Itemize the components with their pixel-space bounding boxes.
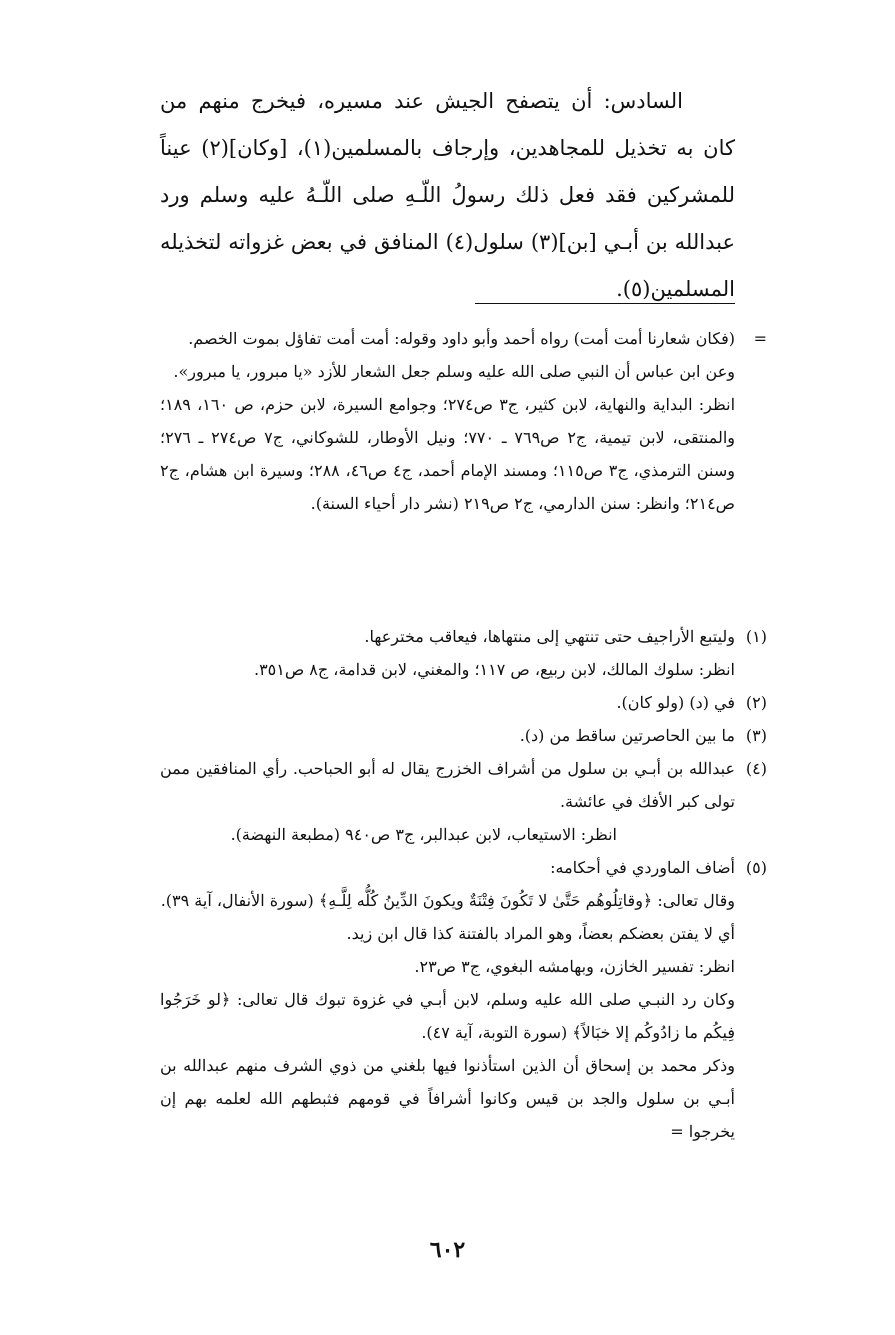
footnote-continuation: [160, 322, 767, 520]
footnote-2: [160, 686, 767, 719]
footnote-line: أي لا يفتن بعضكم بعضاً، وهو المراد بالفتنة كذا قال ابن زيد.: [346, 924, 735, 943]
footnote-line: وقال تعالى: ﴿وقاتِلُوهُم حَتَّىٰ لا تَكُونَ فِتْنَةٌ ويكونَ الدِّينُ كُلُّه لِلَّـهِ﴾ (سورة الأنفال، آية ٣٩).: [160, 891, 735, 910]
footnote-1: [160, 620, 767, 686]
footnote-number: (٤): [745, 759, 767, 778]
continuation-mark: =: [753, 329, 767, 348]
footnote-3: [160, 719, 767, 752]
footnote-line: أضاف الماوردي في أحكامه:: [550, 858, 735, 877]
footnote-line: انظر: سلوك المالك، لابن ربيع، ص ١١٧؛ والمغني، لابن قدامة، ج٨ ص٣٥١.: [253, 660, 735, 679]
footnote-number: (٣): [745, 726, 767, 745]
page-number: ٦٠٢: [429, 1237, 466, 1263]
footnote-line: وكان رد النبـي صلى الله عليه وسلم، لابن أبـي في غزوة تبوك قال تعالى: ﴿لو خَرَجُوا فِيكُم ما زادُوكُم إلا خبَالاً﴾ (سورة التوبة، آية ٤٧).: [160, 990, 735, 1042]
footnote-line: في (د) (ولو كان).: [616, 693, 735, 712]
footnote-line: عبدالله بن أبـي بن سلول من أشراف الخزرج يقال له أبو الحباحب. رأي المنافقين ممن تولى كبر الأفك في عائشة.: [160, 759, 735, 811]
footnote-number: (٢): [745, 693, 767, 712]
footnote-number: (١): [745, 627, 767, 646]
footnote-line: انظر: الاستيعاب، لابن عبدالبر، ج٣ ص٩٤٠ (مطبعة النهضة).: [230, 825, 617, 844]
main-paragraph: السادس: أن يتصفح الجيش عند مسيره، فيخرج منهم من كان به تخذيل للمجاهدين، وإرجاف بالمسلمين(١)، [وكان](٢) عيناً للمشركين فقد فعل ذلك رسولُ اللّـهِ صلى اللّـهُ عليه وسلم ورد عبدالله بن أبـي [بن](٣) سلول(٤) المنافق في بعض غزواته لتخذيله المسلمين(٥).: [160, 89, 736, 301]
footnote-line: ما بين الحاصرتين ساقط من (د).: [519, 726, 735, 745]
footnote-line: وذكر محمد بن إسحاق أن الذين استأذنوا فيها بلغني من ذوي الشرف منهم عبدالله بن أبـي بن سلول والجد بن قيس وكانوا أشرافاً في قومهم فثبطهم الله لعلمه بهم إن يخرجوا =: [160, 1056, 735, 1141]
footnote-5: [160, 851, 767, 1148]
footnote-line: انظر: تفسير الخازن، وبهامشه البغوي، ج٣ ص٢٣.: [414, 957, 735, 976]
footnote-line: وعن ابن عباس أن النبي صلى الله عليه وسلم جعل الشعار للأزد «يا مبرور، يا مبرور».: [173, 362, 735, 381]
footnote-4: [160, 752, 767, 851]
footnotes-list: [160, 620, 767, 1148]
footnote-line: انظر: البداية والنهاية، لابن كثير، ج٣ ص٢٧٤؛ وجوامع السيرة، لابن حزم، ص ١٦٠، ١٨٩؛ والمنتقى، لابن تيمية، ج٢ ص٧٦٩ ـ ٧٧٠؛ ونيل الأوطار، للشوكاني، ج٧ ص٢٧٤ ـ ٢٧٦؛ وسنن الترمذي، ج٣ ص١١٥؛ ومسند الإمام أحمد، ج٤ ص٤٦، ٢٨٨؛ وسيرة ابن هشام، ج٢ ص٢١٤؛ وانظر: سنن الدارمي، ج٢ ص٢١٩ (نشر دار أحياء السنة).: [160, 395, 736, 513]
footnote-number: (٥): [745, 858, 767, 877]
footnote-separator: [475, 303, 735, 304]
main-text: [160, 78, 735, 313]
footnote-line: وليتبع الأراجيف حتى تنتهي إلى منتهاها، فيعاقب مخترعها.: [364, 627, 735, 646]
footnote-line: (فكان شعارنا أمت أمت) رواه أحمد وأبو داود وقوله: أمت أمت تفاؤل بموت الخصم.: [188, 329, 735, 348]
